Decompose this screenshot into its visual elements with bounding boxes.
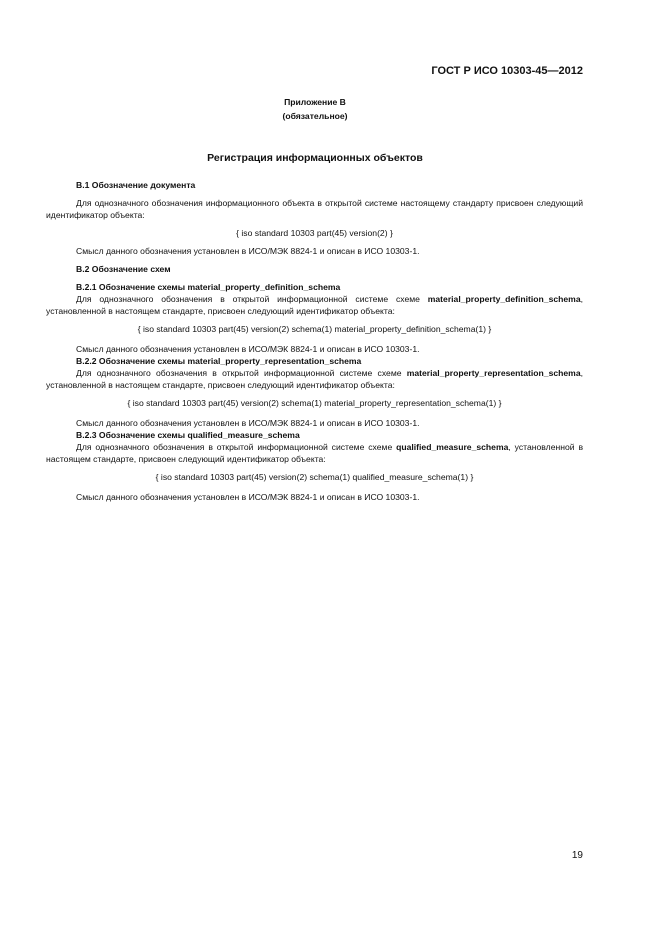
section-b1-text: Для однозначного обозначения информационного объекта в открытой системе настоящему стандарту присвоен следующий идентификатор объекта: (46, 198, 583, 220)
section-b23-heading: В.2.3 Обозначение схемы qualified_measure_schema (76, 430, 300, 440)
section-b21-heading: В.2.1 Обозначение схемы material_property_definition_schema (76, 282, 341, 292)
appendix-header (200, 95, 430, 123)
appendix-status: (обязательное) (282, 111, 348, 121)
schema-name: material_property_definition_schema (427, 294, 581, 304)
section-b21-note: Смысл данного обозначения установлен в ИСО/МЭК 8824-1 и описан в ИСО 10303-1. (76, 344, 420, 354)
section-b21-identifier: { iso standard 10303 part(45) version(2) schema(1) material_property_definition_schema(1) } (137, 324, 492, 334)
section-b22-note: Смысл данного обозначения установлен в ИСО/МЭК 8824-1 и описан в ИСО 10303-1. (76, 418, 420, 428)
appendix-title: Регистрация информационных объектов (207, 152, 423, 164)
schema-name: material_property_representation_schema (406, 368, 581, 378)
section-b2-heading: В.2 Обозначение схем (76, 264, 171, 274)
section-b22-text: Для однозначного обозначения в открытой информационной системе схеме material_property_representation_schema, установленной в настоящем стандарте, присвоен следующий идентификатор объекта: (46, 368, 583, 390)
standard-designation: ГОСТ Р ИСО 10303-45—2012 (431, 65, 583, 77)
section-b21-text: Для однозначного обозначения в открытой информационной системе схеме material_property_definition_schema, установленной в настоящем стандарте, присвоен следующий идентификатор объекта: (46, 294, 583, 316)
appendix-body (46, 179, 583, 503)
section-b23-identifier: { iso standard 10303 part(45) version(2) schema(1) qualified_measure_schema(1) } (155, 472, 474, 482)
section-b1-heading: В.1 Обозначение документа (76, 180, 196, 190)
page-number: 19 (571, 850, 583, 861)
section-b22-identifier: { iso standard 10303 part(45) version(2) schema(1) material_property_representation_schema(1) } (127, 398, 502, 408)
section-b23-text: Для однозначного обозначения в открытой информационной системе схеме qualified_measure_schema, установленной в настоящем стандарте, присвоен следующий идентификатор объекта: (46, 442, 584, 464)
section-b1-note: Смысл данного обозначения установлен в ИСО/МЭК 8824-1 и описан в ИСО 10303-1. (76, 246, 420, 256)
section-b22-heading: В.2.2 Обозначение схемы material_property_representation_schema (76, 356, 362, 366)
section-b23-note: Смысл данного обозначения установлен в ИСО/МЭК 8824-1 и описан в ИСО 10303-1. (76, 492, 420, 502)
section-b1-identifier: { iso standard 10303 part(45) version(2) } (236, 228, 393, 238)
appendix-label: Приложение В (284, 97, 346, 107)
schema-name: qualified_measure_schema (396, 442, 509, 452)
